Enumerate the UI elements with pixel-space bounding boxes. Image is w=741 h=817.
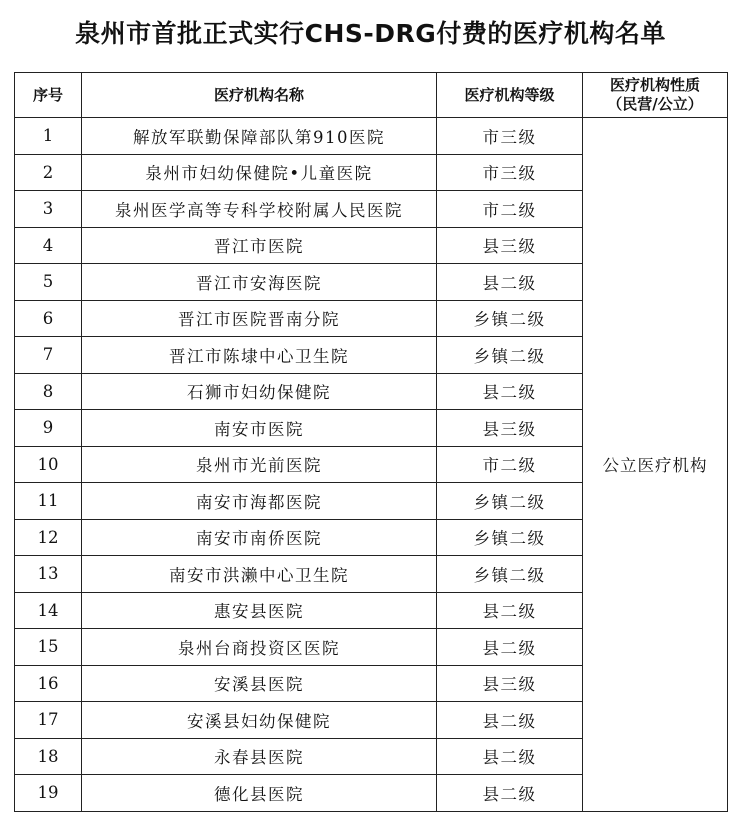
cell-institution-level: 县三级: [437, 227, 583, 264]
cell-institution-level: 县三级: [437, 665, 583, 702]
cell-no: 14: [15, 592, 82, 629]
cell-institution-name: 德化县医院: [82, 775, 437, 812]
cell-institution-level: 市二级: [437, 191, 583, 228]
cell-institution-name: 南安市海都医院: [82, 483, 437, 520]
cell-institution-name: 晋江市陈埭中心卫生院: [82, 337, 437, 374]
institution-table: [14, 72, 728, 812]
cell-institution-name: 晋江市医院晋南分院: [82, 300, 437, 337]
cell-no: 2: [15, 154, 82, 191]
cell-institution-level: 县二级: [437, 702, 583, 739]
cell-institution-level: 乡镇二级: [437, 483, 583, 520]
cell-no: 10: [15, 446, 82, 483]
page-title: 泉州市首批正式实行CHS-DRG付费的医疗机构名单: [75, 19, 666, 48]
cell-no: 4: [15, 227, 82, 264]
cell-no: 1: [15, 118, 82, 155]
cell-institution-name: 永春县医院: [82, 738, 437, 775]
header-nature: [583, 73, 728, 118]
cell-no: 8: [15, 373, 82, 410]
cell-institution-level: 乡镇二级: [437, 300, 583, 337]
cell-institution-level: 县三级: [437, 410, 583, 447]
cell-institution-name: 晋江市医院: [82, 227, 437, 264]
cell-no: 12: [15, 519, 82, 556]
cell-institution-name: 南安市洪濑中心卫生院: [82, 556, 437, 593]
cell-institution-level: 市三级: [437, 118, 583, 155]
cell-no: 18: [15, 738, 82, 775]
cell-institution-level: 县二级: [437, 775, 583, 812]
header-nature-line1: 医疗机构性质: [609, 76, 700, 94]
cell-no: 13: [15, 556, 82, 593]
cell-institution-level: 乡镇二级: [437, 556, 583, 593]
cell-no: 15: [15, 629, 82, 666]
cell-no: 6: [15, 300, 82, 337]
cell-institution-name: 泉州市妇幼保健院•儿童医院: [82, 154, 437, 191]
cell-institution-name: 泉州医学高等专科学校附属人民医院: [82, 191, 437, 228]
cell-institution-name: 安溪县妇幼保健院: [82, 702, 437, 739]
table-body: [15, 118, 728, 812]
cell-institution-name: 南安市南侨医院: [82, 519, 437, 556]
header-level: 医疗机构等级: [437, 73, 583, 118]
cell-institution-level: 市三级: [437, 154, 583, 191]
header-nature-line2: （民营/公立）: [607, 95, 703, 113]
cell-institution-level: 县二级: [437, 738, 583, 775]
table-row: [15, 118, 728, 155]
header-name: 医疗机构名称: [82, 73, 437, 118]
cell-institution-level: 县二级: [437, 264, 583, 301]
cell-institution-level: 县二级: [437, 592, 583, 629]
cell-institution-name: 南安市医院: [82, 410, 437, 447]
cell-no: 5: [15, 264, 82, 301]
cell-no: 19: [15, 775, 82, 812]
header-no: 序号: [15, 73, 82, 118]
cell-institution-level: 乡镇二级: [437, 519, 583, 556]
cell-institution-nature: 公立医疗机构: [583, 118, 728, 812]
cell-institution-level: 市二级: [437, 446, 583, 483]
cell-no: 3: [15, 191, 82, 228]
cell-institution-name: 惠安县医院: [82, 592, 437, 629]
cell-institution-name: 解放军联勤保障部队第910医院: [82, 118, 437, 155]
cell-institution-name: 泉州市光前医院: [82, 446, 437, 483]
cell-no: 7: [15, 337, 82, 374]
cell-no: 9: [15, 410, 82, 447]
table-header-row: [15, 73, 728, 118]
cell-no: 16: [15, 665, 82, 702]
cell-institution-name: 泉州台商投资区医院: [82, 629, 437, 666]
cell-institution-level: 乡镇二级: [437, 337, 583, 374]
cell-institution-name: 晋江市安海医院: [82, 264, 437, 301]
cell-institution-name: 石狮市妇幼保健院: [82, 373, 437, 410]
cell-no: 11: [15, 483, 82, 520]
cell-institution-name: 安溪县医院: [82, 665, 437, 702]
cell-institution-level: 县二级: [437, 629, 583, 666]
cell-institution-level: 县二级: [437, 373, 583, 410]
cell-no: 17: [15, 702, 82, 739]
